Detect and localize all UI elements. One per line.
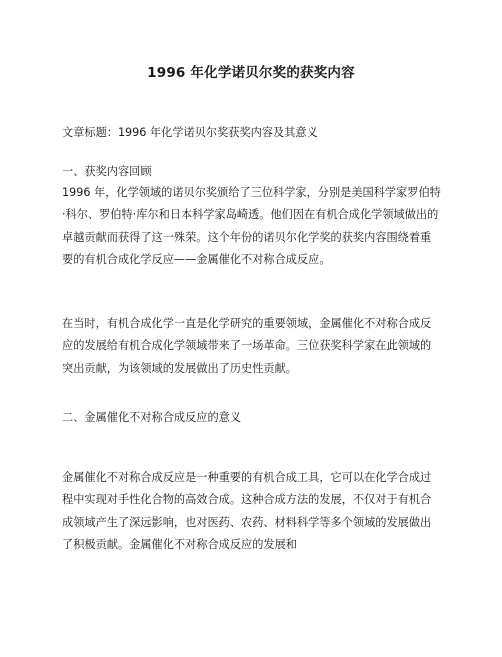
section-heading-1: 一、获奖内容回顾 <box>62 165 152 178</box>
paragraph-3: 金属催化不对称合成反应是一种重要的有机合成工具，它可以在化学合成过程中实现对手性化合物的高效合成。这种合成方法的发展，不仅对于有机合成领域产生了深远影响，也对医药、农药、材料科学等多个领域的发展做出了积极贡献。金属催化不对称合成反应的发展和 <box>62 471 432 552</box>
paragraph-1: 1996 年，化学领域的诺贝尔奖颁给了三位科学家，分别是美国科学家罗伯特·科尔、罗伯特·库尔和日本科学家岛崎透。他们因在有机合成化学领域做出的卓越贡献而获得了这一殊荣。这个年份的诺贝尔化学奖的获奖内容围绕着重要的有机合成化学反应——金属催化不对称合成反应。 <box>62 186 441 267</box>
paragraph-2: 在当时，有机合成化学一直是化学研究的重要领域，金属催化不对称合成反应的发展给有机合成化学领域带来了一场革命。三位获奖科学家在此领域的突出贡献，为该领域的发展做出了历史性贡献。 <box>62 317 432 375</box>
document-title: 1996 年化学诺贝尔奖的获奖内容 <box>147 65 355 81</box>
paragraph-3-container <box>62 467 442 657</box>
section-heading-2: 二、金属催化不对称合成反应的意义 <box>62 411 242 424</box>
article-subtitle: 文章标题：1996 年化学诺贝尔奖获奖内容及其意义 <box>62 126 318 139</box>
